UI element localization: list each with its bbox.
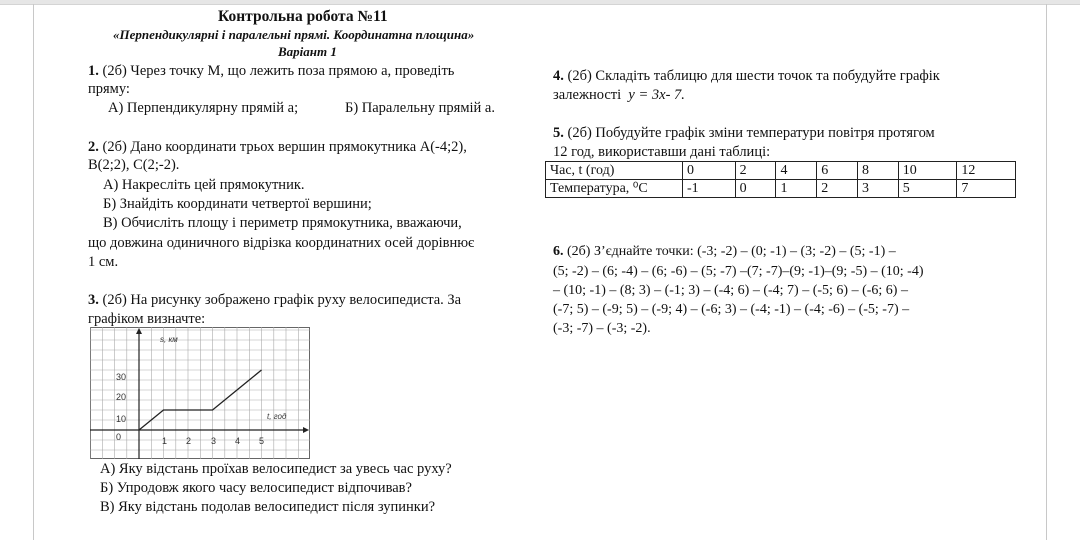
q4-text: (2б) Складіть таблицю для шести точок та побудуйте графік: [563, 68, 940, 84]
doc-variant: Варіант 1: [278, 44, 337, 59]
page-right-edge: [1046, 4, 1047, 540]
graph-x-tick-3: 3: [211, 436, 217, 446]
doc-title: Контрольна робота №11: [218, 8, 388, 25]
graph-x-tick-2: 2: [186, 436, 192, 446]
table-cell: 8: [857, 162, 898, 180]
table-cell: 4: [776, 162, 817, 180]
table-cell: 0: [735, 180, 776, 198]
graph-y-tick-10: 10: [116, 414, 127, 424]
q4-formula: y = 3x- 7.: [628, 87, 685, 103]
q4-line2: [553, 86, 685, 104]
graph-x-axis-label: t, год: [267, 412, 287, 421]
table-cell: 12: [957, 162, 1016, 180]
graph-y-tick-0: 0: [116, 432, 122, 442]
table-cell: 0: [683, 162, 736, 180]
table-cell: 2: [817, 180, 858, 198]
q1-option-a: А) Перпендикулярну прямій а;: [108, 100, 299, 116]
table-cell: 10: [898, 162, 957, 180]
q2-option-b: Б) Знайдіть координати четвертої вершини;: [103, 196, 372, 212]
q3-option-c: В) Яку відстань подолав велосипедист після зупинки?: [100, 499, 436, 515]
q2-option-c-line2: що довжина одиничного відрізка координатних осей дорівнює: [88, 235, 475, 251]
q1-line2: пряму:: [88, 81, 130, 97]
table-cell: 2: [735, 162, 776, 180]
q6-line2: (5; -2) – (6; -4) – (6; -6) – (5; -7) –(7; -7)–(9; -1)–(9; -5) – (10; -4): [553, 264, 924, 279]
graph-x-tick-5: 5: [259, 436, 265, 446]
q5-line2: 12 год, використавши дані таблиці:: [553, 144, 771, 160]
table-cell: 7: [957, 180, 1016, 198]
table-cell: 5: [898, 180, 957, 198]
q6-line1: [553, 243, 896, 261]
q6-number: 6.: [553, 244, 564, 259]
q2-number: 2.: [88, 139, 99, 155]
q5-number: 5.: [553, 125, 564, 141]
q2-option-a: А) Накресліть цей прямокутник.: [103, 177, 305, 193]
table-cell: 1: [776, 180, 817, 198]
q3-number: 3.: [88, 292, 99, 308]
graph-y-tick-30: 30: [116, 372, 127, 382]
table-row-label: Час, t (год): [546, 162, 683, 180]
q2-option-c-line3: 1 см.: [88, 254, 119, 270]
table-row-temperature: [546, 180, 1016, 198]
toolbar-strip: [0, 0, 1080, 5]
q6-line4: (-7; 5) – (-9; 5) – (-9; 4) – (-6; 3) – (-4; -1) – (-4; -6) – (-5; -7) –: [553, 302, 910, 317]
temperature-table: [545, 161, 1016, 198]
q4-dependency-text: залежності: [553, 87, 622, 103]
q4-line1: [553, 67, 940, 85]
table-cell: 6: [817, 162, 858, 180]
cyclist-graph: [90, 327, 310, 459]
q1-line1: [88, 62, 454, 80]
q1-number: 1.: [88, 63, 99, 79]
q3-line1: [88, 291, 461, 309]
q3-option-a: А) Яку відстань проїхав велосипедист за увесь час руху?: [100, 461, 452, 477]
q6-line3: – (10; -1) – (8; 3) – (-1; 3) – (-4; 6) – (-4; 7) – (-5; 6) – (-6; 6) –: [553, 283, 908, 298]
table-row-time: [546, 162, 1016, 180]
graph-y-tick-20: 20: [116, 392, 127, 402]
q3-text: (2б) На рисунку зображено графік руху велосипедиста. За: [98, 292, 462, 308]
q4-number: 4.: [553, 68, 564, 84]
q5-text: (2б) Побудуйте графік зміни температури повітря протягом: [563, 125, 935, 141]
q1-option-b: Б) Паралельну прямій а.: [345, 100, 495, 116]
q3-line2: графіком визначте:: [88, 311, 206, 327]
page-left-edge: [33, 4, 34, 540]
q1-text: (2б) Через точку М, що лежить поза прямою а, проведіть: [98, 63, 455, 79]
q5-line1: [553, 124, 935, 142]
doc-subtitle: «Перпендикулярні і паралельні прямі. Координатна площина»: [113, 27, 475, 42]
q6-line5: (-3; -7) – (-3; -2).: [553, 321, 651, 336]
table-cell: -1: [683, 180, 736, 198]
graph-x-tick-1: 1: [162, 436, 168, 446]
q2-line1: [88, 138, 467, 156]
q2-text: (2б) Дано координати трьох вершин прямокутника А(-4;2),: [98, 139, 467, 155]
q6-text: (2б) З’єднайте точки: (-3; -2) – (0; -1) – (3; -2) – (5; -1) –: [563, 244, 896, 259]
q2-line2: В(2;2), С(2;-2).: [88, 157, 180, 173]
q3-option-b: Б) Упродовж якого часу велосипедист відпочивав?: [100, 480, 412, 496]
q2-option-c: В) Обчисліть площу і периметр прямокутника, вважаючи,: [103, 215, 462, 231]
table-row-label: Температура, ⁰С: [546, 180, 683, 198]
graph-y-axis-label: s, км: [160, 335, 178, 344]
table-cell: 3: [857, 180, 898, 198]
graph-x-tick-4: 4: [235, 436, 241, 446]
